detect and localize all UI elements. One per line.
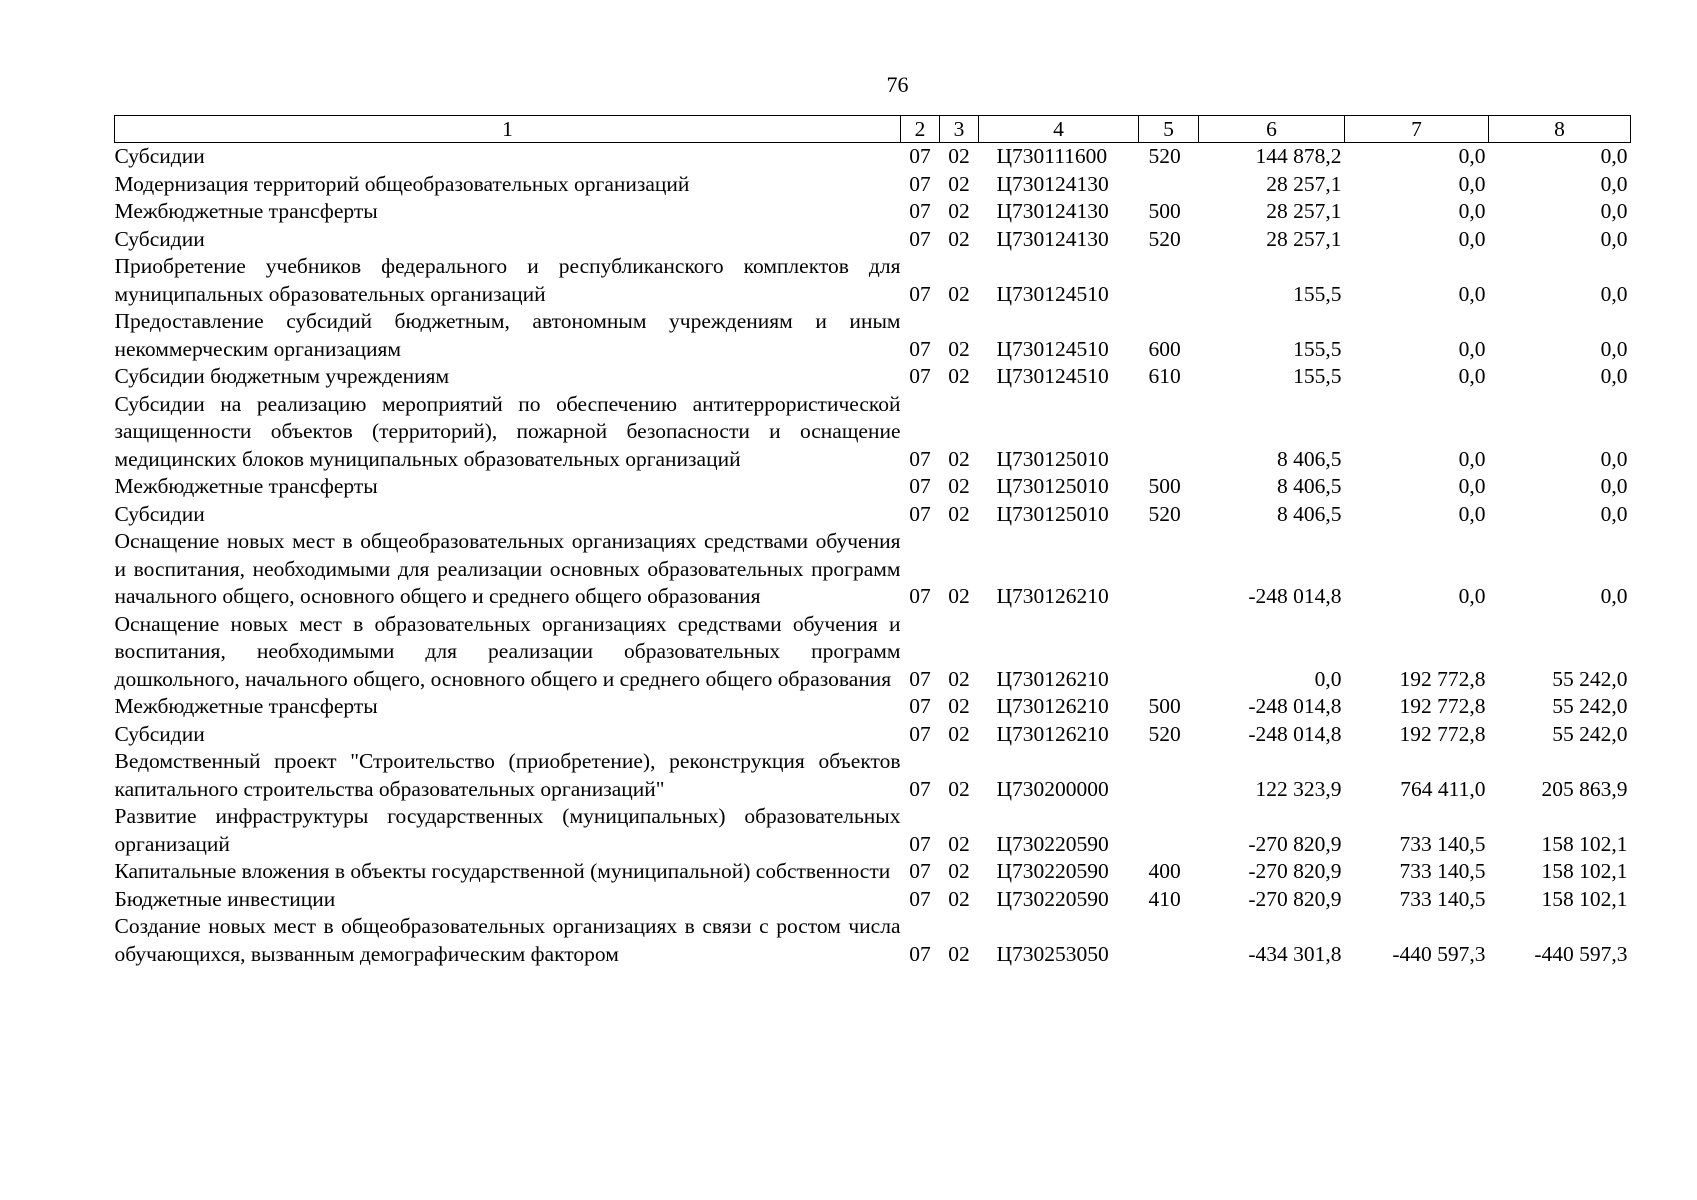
budget-table	[114, 115, 1631, 968]
amount-col-7: 192 772,8	[1399, 721, 1486, 746]
target-article-code: Ц730125010	[996, 501, 1109, 526]
subsection-code: 02	[948, 171, 970, 196]
target-article-code: Ц730126210	[996, 694, 1109, 718]
item-name: Субсидии на реализацию мероприятий по обеспечению антитеррористической защищенности объектов (территорий), пожарной безопасности и оснащение медицинских блоков муниципальных образовательных организаций	[114, 391, 901, 471]
header-cell: 6	[1199, 116, 1345, 143]
item-name: Субсидии	[114, 144, 205, 168]
header-cell: 8	[1489, 116, 1631, 143]
table-row	[115, 363, 1631, 391]
section-code: 07	[909, 364, 931, 388]
amount-col-8: 0,0	[1600, 501, 1628, 526]
subsection-code: 02	[948, 941, 970, 966]
target-article-code: Ц730124510	[996, 281, 1109, 306]
amount-col-8: -440 597,3	[1534, 941, 1628, 966]
expense-type-code: 520	[1148, 501, 1181, 526]
subsection-code: 02	[948, 584, 970, 608]
item-name: Субсидии	[114, 501, 205, 526]
subsection-code: 02	[948, 721, 970, 746]
table-row	[115, 693, 1631, 721]
item-name: Приобретение учебников федерального и республиканского комплектов для муниципальных образовательных организаций	[114, 254, 901, 306]
amount-col-6: 28 257,1	[1266, 199, 1342, 223]
subsection-code: 02	[948, 199, 970, 223]
subsection-code: 02	[948, 364, 970, 388]
amount-col-6: 144 878,2	[1255, 144, 1342, 168]
amount-col-6: 0,0	[1314, 666, 1342, 691]
expense-type-code: 520	[1148, 144, 1181, 168]
amount-col-6: 155,5	[1293, 281, 1342, 306]
item-name: Оснащение новых мест в общеобразовательных организациях средствами обучения и воспитания, необходимыми для реализации основных образовательных программ начального общего, основного общего и среднего общего образования	[114, 529, 901, 608]
section-code: 07	[909, 171, 931, 196]
table-row	[115, 171, 1631, 199]
amount-col-6: 8 406,5	[1277, 446, 1342, 471]
table-row	[115, 253, 1631, 308]
amount-col-6: 8 406,5	[1277, 501, 1342, 526]
amount-col-6: 155,5	[1293, 336, 1342, 361]
target-article-code: Ц730124130	[996, 226, 1109, 251]
amount-col-7: 0,0	[1458, 474, 1486, 498]
amount-col-8: 158 102,1	[1541, 859, 1628, 883]
header-cell: 2	[901, 116, 940, 143]
item-name: Субсидии	[114, 226, 205, 251]
expense-type-code: 520	[1148, 721, 1181, 746]
amount-col-7: 0,0	[1458, 226, 1486, 251]
amount-col-6: -270 820,9	[1248, 831, 1342, 856]
amount-col-8: 158 102,1	[1541, 886, 1628, 911]
target-article-code: Ц730125010	[996, 474, 1109, 498]
amount-col-6: 28 257,1	[1266, 226, 1342, 251]
amount-col-7: 192 772,8	[1399, 666, 1486, 691]
amount-col-8: 0,0	[1600, 199, 1628, 223]
subsection-code: 02	[948, 446, 970, 471]
target-article-code: Ц730253050	[996, 941, 1109, 966]
table-row	[115, 748, 1631, 803]
item-name: Создание новых мест в общеобразовательных организациях в связи с ростом числа обучающихся, вызванным демографическим фактором	[114, 914, 901, 966]
amount-col-6: 8 406,5	[1277, 474, 1342, 498]
amount-col-7: 733 140,5	[1399, 886, 1486, 911]
target-article-code: Ц730125010	[996, 446, 1109, 471]
target-article-code: Ц730126210	[996, 584, 1109, 608]
table-row	[115, 473, 1631, 501]
amount-col-7: 0,0	[1458, 281, 1486, 306]
section-code: 07	[909, 694, 931, 718]
subsection-code: 02	[948, 776, 970, 801]
table-row	[115, 611, 1631, 694]
expense-type-code: 500	[1148, 199, 1181, 223]
amount-col-7: 0,0	[1458, 364, 1486, 388]
section-code: 07	[909, 226, 931, 251]
section-code: 07	[909, 776, 931, 801]
expense-type-code: 500	[1148, 694, 1181, 718]
amount-col-6: -270 820,9	[1248, 886, 1342, 911]
target-article-code: Ц730124130	[996, 171, 1109, 196]
amount-col-8: 0,0	[1600, 474, 1628, 498]
expense-type-code	[1139, 391, 1199, 474]
amount-col-8: 0,0	[1600, 364, 1628, 388]
amount-col-6: -248 014,8	[1248, 694, 1342, 718]
item-name: Предоставление субсидий бюджетным, автономным учреждениям и иным некоммерческим организациям	[114, 309, 901, 361]
subsection-code: 02	[948, 831, 970, 856]
section-code: 07	[909, 336, 931, 361]
item-name: Капитальные вложения в объекты государственной (муниципальной) собственности	[114, 859, 891, 883]
target-article-code: Ц730124510	[996, 364, 1109, 388]
table-row	[115, 501, 1631, 529]
subsection-code: 02	[948, 474, 970, 498]
amount-col-7: 733 140,5	[1399, 831, 1486, 856]
amount-col-8: 205 863,9	[1541, 776, 1628, 801]
subsection-code: 02	[948, 144, 970, 168]
subsection-code: 02	[948, 501, 970, 526]
header-cell: 1	[115, 116, 901, 143]
item-name: Оснащение новых мест в образовательных организациях средствами обучения и воспитания, необходимыми для реализации образовательных программ дошкольного, начального общего, основного общего и среднего общего образования	[114, 611, 901, 691]
amount-col-6: -270 820,9	[1248, 859, 1342, 883]
header-cell: 5	[1139, 116, 1199, 143]
section-code: 07	[909, 281, 931, 306]
expense-type-code: 600	[1148, 336, 1181, 361]
expense-type-code: 410	[1148, 886, 1181, 911]
amount-col-8: 0,0	[1600, 446, 1628, 471]
amount-col-7: 764 411,0	[1400, 776, 1486, 801]
table-row	[115, 913, 1631, 968]
subsection-code: 02	[948, 886, 970, 911]
table-row	[115, 226, 1631, 254]
expense-type-code	[1139, 748, 1199, 803]
section-code: 07	[909, 886, 931, 911]
expense-type-code: 500	[1148, 474, 1181, 498]
table-row	[115, 803, 1631, 858]
item-name: Ведомственный проект "Строительство (приобретение), реконструкция объектов капитального строительства образовательных организаций"	[114, 749, 901, 801]
amount-col-8: 55 242,0	[1552, 694, 1628, 718]
section-code: 07	[909, 474, 931, 498]
amount-col-7: 0,0	[1458, 171, 1486, 196]
amount-col-6: -248 014,8	[1248, 721, 1342, 746]
item-name: Межбюджетные трансферты	[114, 199, 378, 223]
item-name: Межбюджетные трансферты	[114, 474, 378, 498]
section-code: 07	[909, 859, 931, 883]
header-cell: 7	[1345, 116, 1489, 143]
expense-type-code: 610	[1148, 364, 1181, 388]
amount-col-8: 158 102,1	[1541, 831, 1628, 856]
expense-type-code	[1139, 611, 1199, 694]
amount-col-7: 733 140,5	[1399, 859, 1486, 883]
amount-col-8: 0,0	[1600, 226, 1628, 251]
target-article-code: Ц730124510	[996, 336, 1109, 361]
subsection-code: 02	[948, 666, 970, 691]
expense-type-code	[1139, 171, 1199, 199]
table-header-row	[115, 116, 1631, 143]
amount-col-7: -440 597,3	[1392, 941, 1486, 966]
table-row	[115, 528, 1631, 611]
target-article-code: Ц730111600	[996, 144, 1108, 168]
subsection-code: 02	[948, 694, 970, 718]
section-code: 07	[909, 831, 931, 856]
table-row	[115, 721, 1631, 749]
expense-type-code	[1139, 528, 1199, 611]
page-number: 76	[886, 72, 909, 97]
table-row	[115, 308, 1631, 363]
target-article-code: Ц730220590	[996, 831, 1109, 856]
item-name: Бюджетные инвестиции	[114, 886, 336, 911]
subsection-code: 02	[948, 336, 970, 361]
target-article-code: Ц730220590	[996, 859, 1109, 883]
table-row	[115, 391, 1631, 474]
item-name: Модернизация территорий общеобразовательных организаций	[114, 171, 690, 196]
expense-type-code	[1139, 253, 1199, 308]
amount-col-6: 28 257,1	[1266, 171, 1342, 196]
target-article-code: Ц730200000	[996, 776, 1109, 801]
section-code: 07	[909, 144, 931, 168]
amount-col-7: 0,0	[1458, 446, 1486, 471]
amount-col-8: 0,0	[1600, 171, 1628, 196]
section-code: 07	[909, 666, 931, 691]
amount-col-8: 0,0	[1600, 336, 1628, 361]
section-code: 07	[909, 941, 931, 966]
section-code: 07	[909, 721, 931, 746]
expense-type-code	[1139, 803, 1199, 858]
amount-col-7: 0,0	[1458, 584, 1486, 608]
item-name: Развитие инфраструктуры государственных (муниципальных) образовательных организаций	[114, 804, 901, 856]
subsection-code: 02	[948, 281, 970, 306]
amount-col-6: 155,5	[1293, 364, 1342, 388]
amount-col-7: 0,0	[1458, 501, 1486, 526]
item-name: Субсидии бюджетным учреждениям	[114, 364, 450, 388]
section-code: 07	[909, 584, 931, 608]
target-article-code: Ц730220590	[996, 886, 1109, 911]
amount-col-7: 0,0	[1458, 199, 1486, 223]
subsection-code: 02	[948, 859, 970, 883]
target-article-code: Ц730124130	[996, 199, 1109, 223]
amount-col-8: 0,0	[1600, 281, 1628, 306]
header-cell: 3	[940, 116, 979, 143]
target-article-code: Ц730126210	[996, 666, 1109, 691]
expense-type-code	[1139, 913, 1199, 968]
subsection-code: 02	[948, 226, 970, 251]
amount-col-7: 0,0	[1458, 336, 1486, 361]
expense-type-code: 520	[1148, 226, 1181, 251]
table-row	[115, 198, 1631, 226]
amount-col-8: 0,0	[1600, 144, 1628, 168]
target-article-code: Ц730126210	[996, 721, 1109, 746]
amount-col-6: 122 323,9	[1255, 776, 1342, 801]
expense-type-code: 400	[1148, 859, 1181, 883]
item-name: Межбюджетные трансферты	[114, 694, 378, 718]
amount-col-8: 55 242,0	[1552, 666, 1628, 691]
amount-col-6: -248 014,8	[1248, 584, 1342, 608]
item-name: Субсидии	[114, 721, 205, 746]
section-code: 07	[909, 501, 931, 526]
amount-col-7: 192 772,8	[1399, 694, 1486, 718]
table-body	[115, 143, 1631, 969]
amount-col-8: 55 242,0	[1552, 721, 1628, 746]
table-row	[115, 886, 1631, 914]
amount-col-6: -434 301,8	[1248, 941, 1342, 966]
amount-col-7: 0,0	[1458, 144, 1486, 168]
header-cell: 4	[979, 116, 1139, 143]
table-row	[115, 143, 1631, 171]
amount-col-8: 0,0	[1600, 584, 1628, 608]
section-code: 07	[909, 199, 931, 223]
section-code: 07	[909, 446, 931, 471]
table-row	[115, 858, 1631, 886]
